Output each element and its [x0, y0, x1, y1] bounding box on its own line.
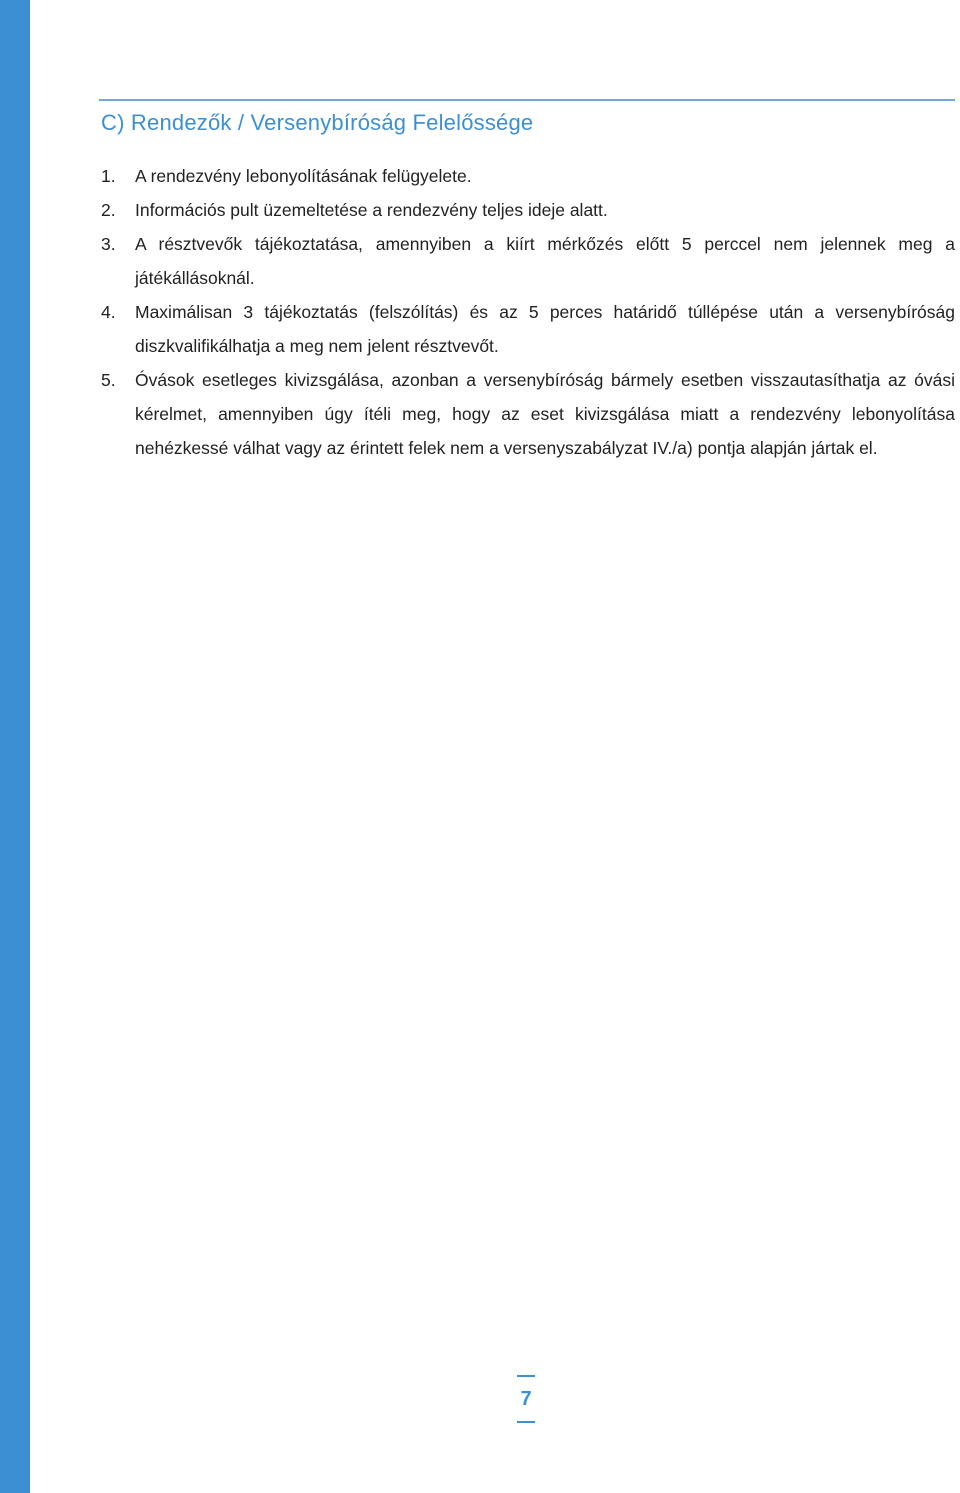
list-item [101, 227, 955, 295]
page-footer [517, 1375, 535, 1423]
section-divider [99, 99, 955, 101]
item-text: Információs pult üzemeltetése a rendezvény teljes ideje alatt. [135, 200, 608, 220]
item-text: A résztvevők tájékoztatása, amennyiben a kiírt mérkőzés előtt 5 perccel nem jelennek meg a játékállásoknál. [135, 234, 955, 288]
item-number: 5. [101, 370, 116, 390]
section-title: C) Rendezők / Versenybíróság Felelőssége [101, 110, 534, 135]
item-number: 1. [101, 166, 116, 186]
item-number: 4. [101, 302, 116, 322]
item-text: Óvások esetleges kivizsgálása, azonban a versenybíróság bármely esetben visszautasíthatja az óvási kérelmet, amennyiben úgy ítéli meg, hogy az eset kivizsgálása miatt a rendezvény lebonyolítása nehézkessé válhat vagy az érintett felek nem a versenyszabályzat IV./a) pontja alapján jártak el. [135, 370, 955, 458]
item-text: A rendezvény lebonyolításának felügyelete. [135, 166, 472, 186]
list-item [101, 159, 955, 193]
page-number-bottom-rule [517, 1421, 535, 1423]
item-number: 3. [101, 234, 116, 254]
item-number: 2. [101, 200, 116, 220]
item-text: Maximálisan 3 tájékoztatás (felszólítás) és az 5 perces határidő túllépése után a versenybíróság diszkvalifikálhatja a meg nem jelent résztvevőt. [135, 302, 955, 356]
page-number: 7 [520, 1388, 532, 1410]
list-item [101, 295, 955, 363]
side-accent-bar [0, 0, 30, 1493]
responsibilities-list [101, 159, 955, 465]
list-item [101, 193, 955, 227]
list-item [101, 363, 955, 465]
